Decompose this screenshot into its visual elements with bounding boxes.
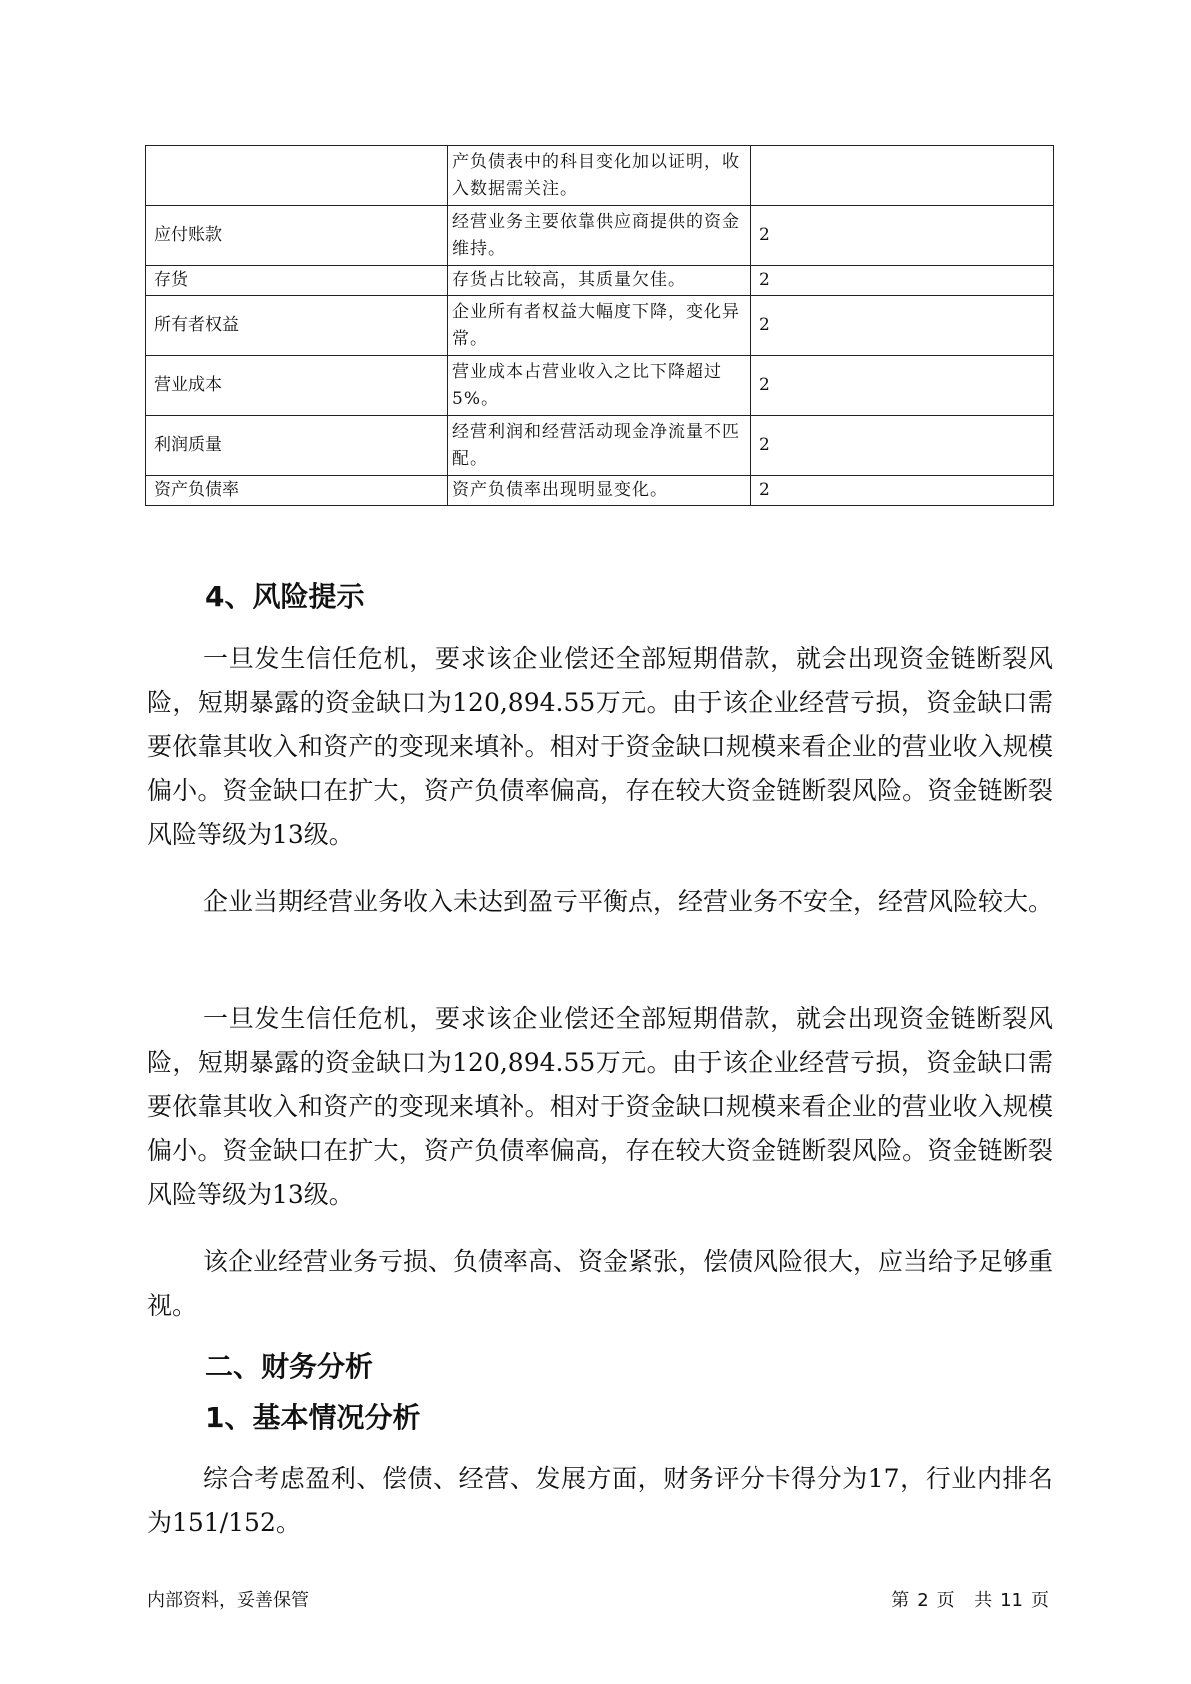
total-unit: 页 xyxy=(1031,1590,1049,1611)
table-row xyxy=(146,356,1054,416)
section-heading-finance: 二、财务分析 xyxy=(205,1350,374,1383)
indicator-score: 2 xyxy=(751,416,1054,476)
total-pages: 11 xyxy=(1000,1590,1023,1611)
indicator-description: 营业成本占营业收入之比下降超过5%。 xyxy=(448,356,751,416)
indicator-score: 2 xyxy=(751,206,1054,266)
indicator-score: 2 xyxy=(751,296,1054,356)
table-row xyxy=(146,266,1054,296)
indicator-score: 2 xyxy=(751,356,1054,416)
indicator-description: 产负债表中的科目变化加以证明，收入数据需关注。 xyxy=(448,146,751,206)
table-row xyxy=(146,416,1054,476)
indicator-description: 存货占比较高，其质量欠佳。 xyxy=(448,266,751,296)
paragraph: 一旦发生信任危机，要求该企业偿还全部短期借款，就会出现资金链断裂风险，短期暴露的资金缺口为120,894.55万元。由于该企业经营亏损，资金缺口需要依靠其收入和资产的变现来填补。相对于资金缺口规模来看企业的营业收入规模偏小。资金缺口在扩大，资产负债率偏高，存在较大资金链断裂风险。资金链断裂风险等级为13级。 xyxy=(147,644,1053,849)
indicator-description: 经营业务主要依靠供应商提供的资金维持。 xyxy=(448,206,751,266)
indicator-name: 存货 xyxy=(146,266,448,296)
indicator-name: 营业成本 xyxy=(146,356,448,416)
indicator-description: 经营利润和经营活动现金净流量不匹配。 xyxy=(448,416,751,476)
paragraph: 企业当期经营业务收入未达到盈亏平衡点，经营业务不安全，经营风险较大。 xyxy=(203,887,1054,916)
paragraph: 一旦发生信任危机，要求该企业偿还全部短期借款，就会出现资金链断裂风险，短期暴露的资金缺口为120,894.55万元。由于该企业经营亏损，资金缺口需要依靠其收入和资产的变现来填补。相对于资金缺口规模来看企业的营业收入规模偏小。资金缺口在扩大，资产负债率偏高，存在较大资金链断裂风险。资金链断裂风险等级为13级。 xyxy=(147,1004,1053,1209)
table-row xyxy=(146,206,1054,266)
section-heading-risk: 4、风险提示 xyxy=(205,580,365,613)
indicator-score: 2 xyxy=(751,266,1054,296)
table-row xyxy=(146,296,1054,356)
risk-indicator-table xyxy=(145,145,1054,506)
page-number: 2 xyxy=(917,1590,929,1611)
indicator-name: 应付账款 xyxy=(146,206,448,266)
total-prefix: 共 xyxy=(974,1590,993,1611)
indicator-score: 2 xyxy=(751,476,1054,506)
indicator-score xyxy=(751,146,1054,206)
indicator-name xyxy=(146,146,448,206)
sub-heading-basic: 1、基本情况分析 xyxy=(205,1401,421,1434)
paragraph: 综合考虑盈利、偿债、经营、发展方面，财务评分卡得分为17，行业内排名为151/152。 xyxy=(147,1464,1053,1537)
page-prefix: 第 xyxy=(891,1590,910,1611)
indicator-description: 资产负债率出现明显变化。 xyxy=(448,476,751,506)
page-unit: 页 xyxy=(936,1590,955,1611)
table-row xyxy=(146,476,1054,506)
indicator-name: 利润质量 xyxy=(146,416,448,476)
paragraph: 该企业经营业务亏损、负债率高、资金紧张，偿债风险很大，应当给予足够重视。 xyxy=(147,1247,1054,1320)
indicator-name: 资产负债率 xyxy=(146,476,448,506)
table-row xyxy=(146,146,1054,206)
indicator-description: 企业所有者权益大幅度下降，变化异常。 xyxy=(448,296,751,356)
page-indicator xyxy=(887,1586,1053,1612)
indicator-name: 所有者权益 xyxy=(146,296,448,356)
footer-confidential-note: 内部资料，妥善保管 xyxy=(147,1590,309,1611)
